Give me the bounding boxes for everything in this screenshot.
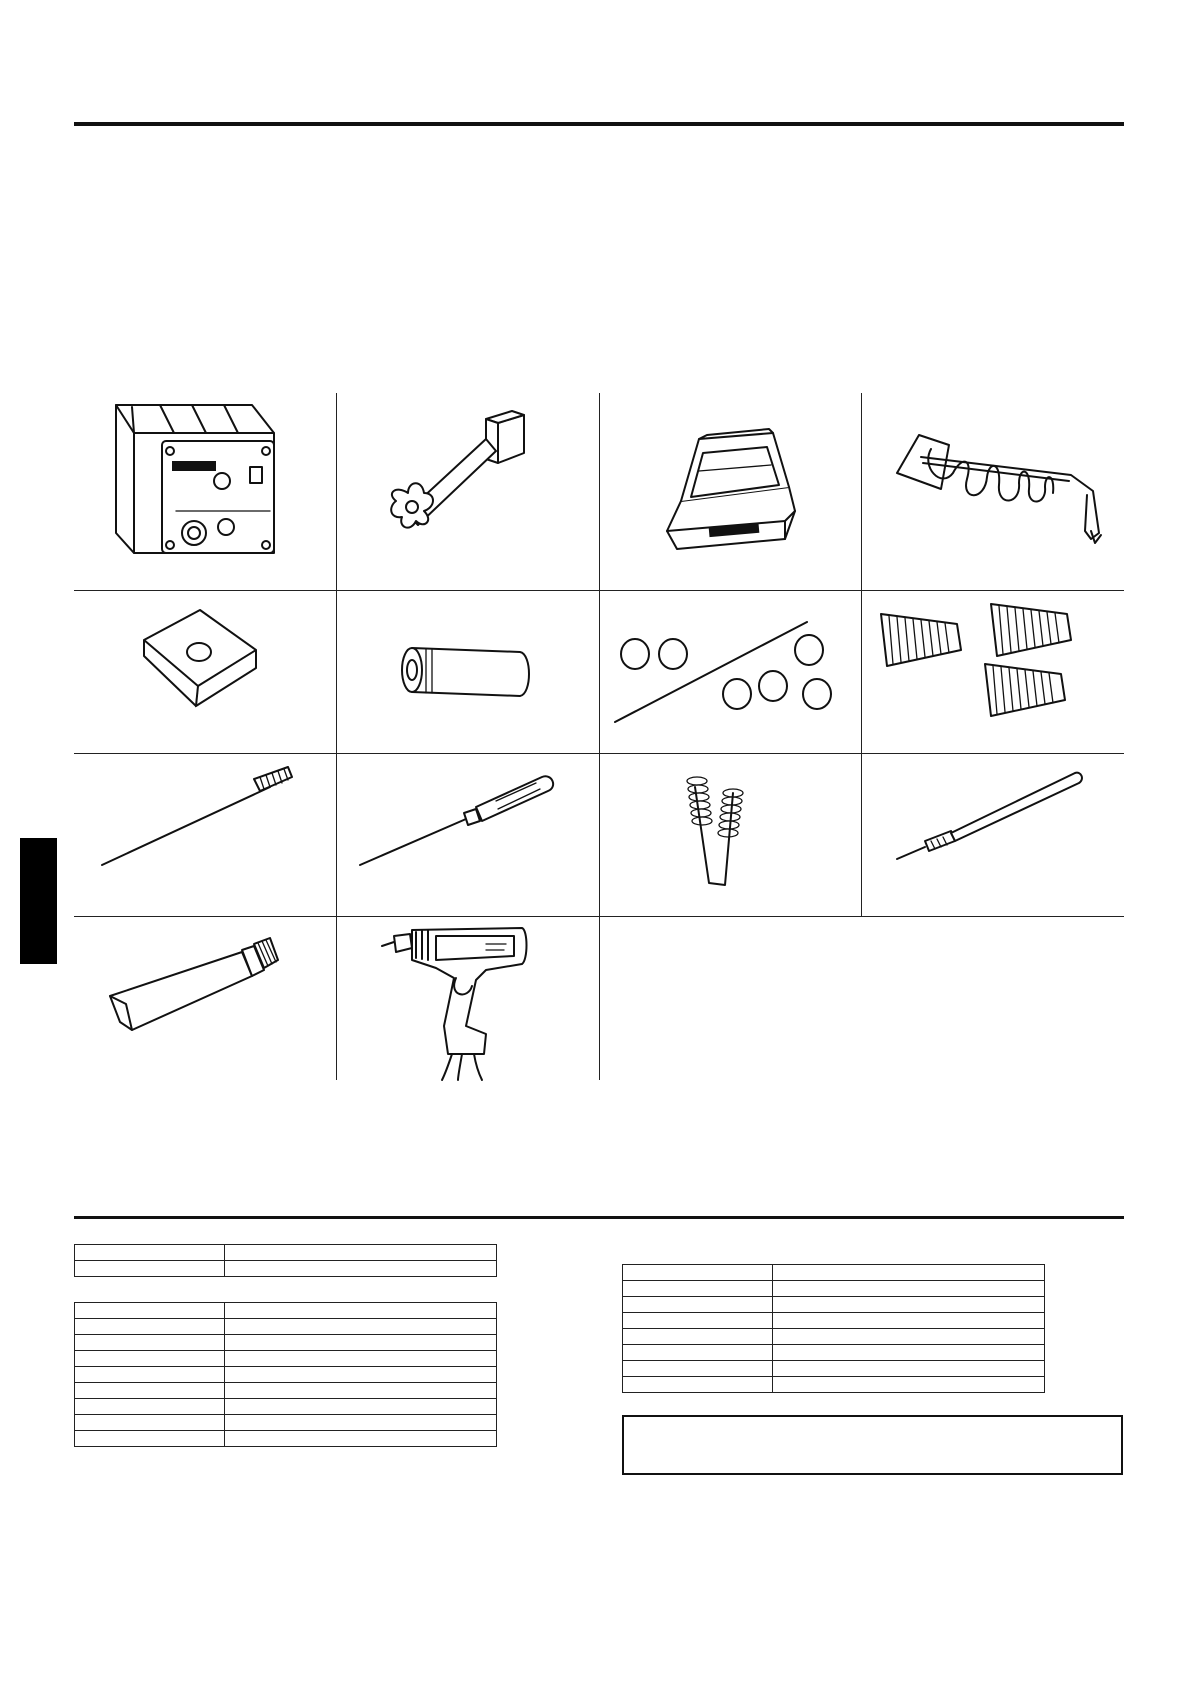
table-row (75, 1245, 497, 1261)
accessory-cell (861, 753, 1124, 916)
iron-holder-stand-icon (336, 393, 599, 590)
accessory-cell (336, 916, 599, 1080)
cleaning-pin-icon (74, 753, 336, 916)
table-row (75, 1335, 497, 1351)
desoldering-gun-icon (336, 916, 599, 1080)
spec-table-2 (74, 1302, 497, 1447)
table-row (623, 1297, 1045, 1313)
top-section-rule (74, 122, 1124, 126)
table-row (623, 1345, 1045, 1361)
table-row (75, 1399, 497, 1415)
accessory-cell (74, 393, 336, 590)
table-row (623, 1361, 1045, 1377)
table-row (75, 1415, 497, 1431)
table-row (623, 1329, 1045, 1345)
control-station-icon (74, 393, 336, 590)
accessory-cell (336, 393, 599, 590)
accessory-cell (336, 753, 599, 916)
table-row (623, 1313, 1045, 1329)
table-row (623, 1265, 1045, 1281)
accessory-cell (861, 393, 1124, 590)
table-row (623, 1281, 1045, 1297)
accessories-grid (74, 393, 1124, 1080)
spec-table-1 (74, 1244, 497, 1277)
spring-filters-icon (861, 590, 1124, 753)
table-row (75, 1431, 497, 1447)
accessory-cell (599, 590, 861, 753)
cleaning-rod-icon (861, 753, 1124, 916)
tweezer-spring-icon (599, 753, 861, 916)
cleaning-sponge-icon (74, 590, 336, 753)
table-row (75, 1351, 497, 1367)
accessory-cell (861, 590, 1124, 753)
accessory-cell (74, 753, 336, 916)
accessory-cell (599, 753, 861, 916)
section-side-tab (20, 838, 57, 964)
table-row (75, 1261, 497, 1277)
table-row (75, 1367, 497, 1383)
table-row (75, 1303, 497, 1319)
heat-resistant-grease-icon (74, 916, 336, 1080)
table-row (623, 1377, 1045, 1393)
filter-pipe-icon (336, 590, 599, 753)
tip-cleaning-tray-icon (599, 393, 861, 590)
accessory-cell (74, 916, 336, 1080)
accessory-cell (599, 393, 861, 590)
table-row (75, 1319, 497, 1335)
spec-table-3 (622, 1264, 1045, 1393)
note-box (622, 1415, 1123, 1475)
table-row (75, 1383, 497, 1399)
accessory-cell (336, 590, 599, 753)
cleaning-drill-icon (336, 753, 599, 916)
bottom-section-rule (74, 1216, 1124, 1219)
filter-pads-icon (599, 590, 861, 753)
coil-iron-holder-icon (861, 393, 1124, 590)
accessory-cell (74, 590, 336, 753)
